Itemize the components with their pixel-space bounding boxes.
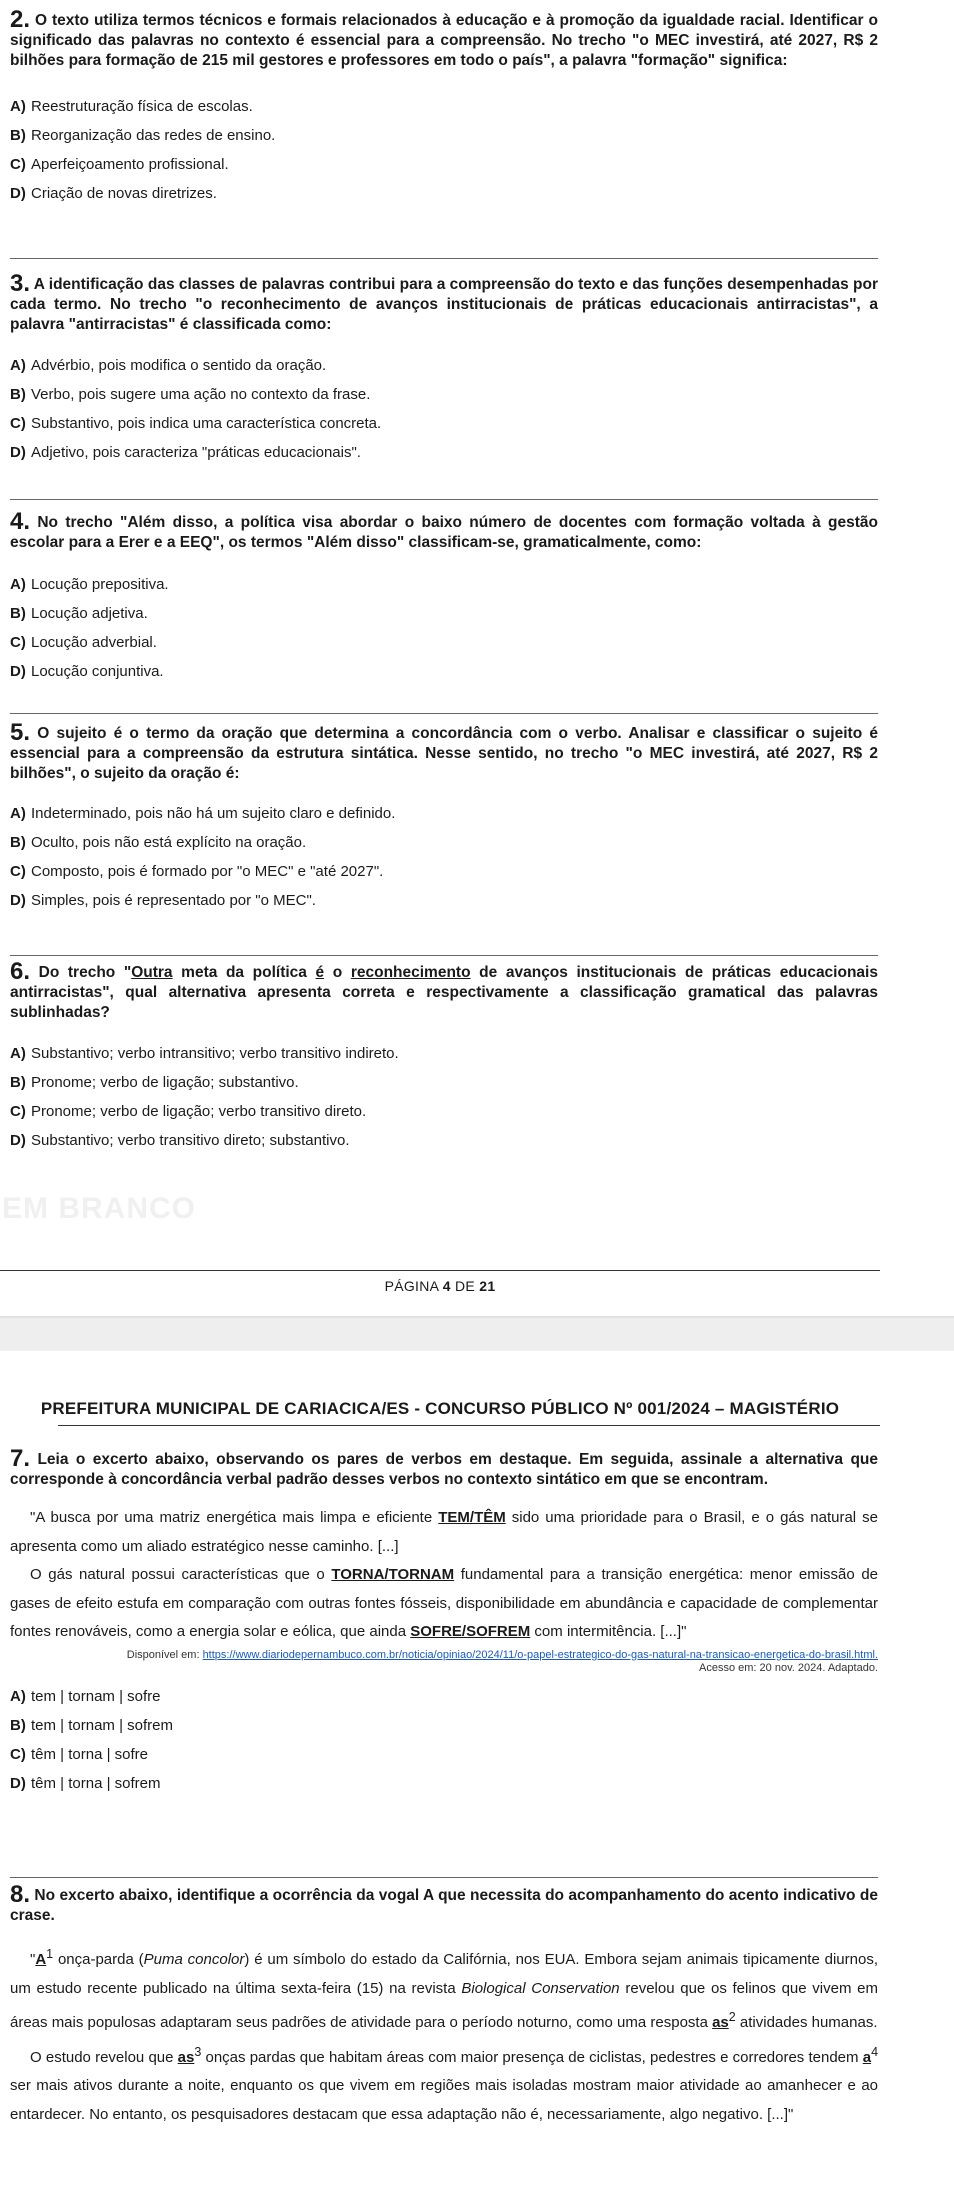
option-c[interactable]	[10, 1740, 878, 1769]
question-2	[10, 6, 878, 208]
excerpt-paragraph	[10, 1561, 878, 1647]
marker-number: 1	[46, 1947, 54, 1961]
option-text: Oculto, pois não está explícito na oração.	[31, 834, 307, 851]
option-text: Substantivo, pois indica uma característica concreta.	[31, 415, 382, 432]
option-letter: B)	[10, 386, 26, 403]
option-text: Locução adverbial.	[31, 634, 157, 651]
excerpt-text: fundamental para a transição energética: menor emissão de gases de efeito estufa em comparação com outras fontes fósseis, disponibilidade em abundância e capacidade de complementar fontes renováveis, como a energia solar e eólica, que ainda	[10, 1566, 879, 1640]
excerpt-text: sido uma prioridade para o Brasil, e o gás natural se apresenta como um aliado estratégico nesse caminho. [...]	[10, 1509, 879, 1555]
option-text: Simples, pois é representado por "o MEC".	[31, 892, 316, 909]
option-text: Criação de novas diretrizes.	[31, 185, 217, 202]
question-text: A identificação das classes de palavras contribui para a compreensão do texto e das funções desempenhadas por cada termo. No trecho "o reconhecimento de avanços institucionais de práticas educacionais antirracistas", a palavra "antirracistas" é classificada como:	[10, 276, 879, 333]
option-d[interactable]	[10, 886, 878, 915]
divider	[10, 1877, 878, 1878]
option-c[interactable]	[10, 1097, 878, 1126]
option-text: Locução prepositiva.	[31, 576, 169, 593]
question-text: meta da política	[172, 964, 316, 981]
question-number: 2.	[10, 6, 31, 33]
underlined-word: Outra	[131, 964, 173, 981]
option-text: Substantivo; verbo intransitivo; verbo transitivo indireto.	[31, 1045, 399, 1062]
question-6	[10, 958, 878, 1155]
option-letter: A)	[10, 1687, 26, 1705]
question-3	[10, 270, 879, 467]
excerpt-text: "A busca por uma matriz energética mais limpa e eficiente	[30, 1509, 439, 1526]
option-text: tem | tornam | sofrem	[31, 1716, 173, 1734]
question-text: de avanços institucionais de práticas educacionais antirracistas", qual alternativa apresenta correta e respectivamente a classificação gramatical das palavras sublinhadas?	[10, 964, 878, 1021]
options-list	[10, 92, 878, 208]
highlighted-verb: TEM/TÊM	[438, 1509, 506, 1526]
footer-rule	[0, 1270, 880, 1271]
source-link[interactable]: https://www.diariodepernambuco.com.br/noticia/opiniao/2024/11/o-papel-estrategico-do-gas-natural-na-transicao-energetica-do-brasil.html.	[202, 1648, 878, 1661]
question-number: 3.	[10, 270, 31, 297]
question-number: 7.	[10, 1445, 31, 1472]
excerpt-text: revelou que os felinos que vivem em áreas mais populosas adaptaram seus padrões de atividade para o período noturno, como uma resposta	[10, 1979, 878, 2031]
option-a[interactable]	[10, 1682, 878, 1711]
options-list	[10, 1039, 878, 1155]
excerpt-text: ) é um símbolo do estado da Califórnia, nos EUA. Embora sejam animais tipicamente diurnos, um estudo recente publicado na última sexta-feira (15) na revista	[10, 1951, 878, 1997]
excerpt	[10, 1504, 878, 1675]
current-page: 4	[442, 1278, 451, 1294]
question-5-stem	[10, 719, 878, 784]
footer-label: DE	[450, 1278, 480, 1294]
divider	[10, 258, 878, 259]
option-text: Aperfeiçoamento profissional.	[31, 156, 229, 173]
option-text: tem | tornam | sofre	[31, 1687, 161, 1705]
divider	[10, 713, 878, 714]
question-text: Leia o excerto abaixo, observando os pares de verbos em destaque. Em seguida, assinale a alternativa que corresponde à concordância verbal padrão desses verbos no contexto sintático em que se encontram.	[10, 1451, 878, 1488]
highlighted-verb: SOFRE/SOFREM	[410, 1623, 531, 1640]
access-date: Acesso em: 20 nov. 2024. Adaptado.	[699, 1661, 878, 1674]
option-text: Pronome; verbo de ligação; verbo transitivo direto.	[31, 1103, 367, 1120]
option-d[interactable]	[10, 1126, 878, 1155]
option-text: Pronome; verbo de ligação; substantivo.	[31, 1074, 299, 1091]
option-letter: B)	[10, 1074, 26, 1091]
source-label: Disponível em:	[126, 1648, 203, 1661]
option-letter: A)	[10, 805, 26, 822]
option-letter: A)	[10, 357, 26, 374]
option-d[interactable]	[10, 657, 878, 686]
option-letter: B)	[10, 1716, 26, 1734]
option-text: Substantivo; verbo transitivo direto; substantivo.	[31, 1132, 350, 1149]
option-letter: D)	[10, 1132, 26, 1149]
marked-vowel: a	[862, 2048, 872, 2066]
option-letter: A)	[10, 1045, 26, 1062]
underlined-word: é	[315, 964, 325, 981]
excerpt	[10, 1940, 878, 2129]
options-list	[10, 570, 878, 686]
option-letter: C)	[10, 1103, 26, 1120]
page-gap	[0, 1318, 954, 1351]
question-text: o	[324, 964, 351, 981]
excerpt-text: atividades humanas.	[735, 2014, 878, 2031]
question-2-stem	[10, 6, 878, 71]
excerpt-text: "	[30, 1951, 36, 1968]
option-text: Advérbio, pois modifica o sentido da oração.	[31, 357, 327, 374]
option-text: Verbo, pois sugere uma ação no contexto da frase.	[31, 386, 371, 403]
question-3-stem	[10, 270, 879, 335]
page-footer	[0, 1278, 880, 1294]
question-8-stem	[10, 1881, 878, 1926]
excerpt-text: O estudo revelou que	[30, 2048, 178, 2066]
excerpt-text: onças pardas que habitam áreas com maior presença de ciclistas, pedestres e corredores tendem	[201, 2048, 863, 2066]
question-text: O texto utiliza termos técnicos e formais relacionados à educação e à promoção da igualdade racial. Identificar o significado das palavras no contexto é essencial para a compreensão. No trecho "o MEC investirá, até 2027, R$ 2 bilhões para formação de 215 mil gestores e professores em todo o país", a palavra "formação" significa:	[10, 12, 878, 69]
excerpt-text: com intermitência. [...]"	[530, 1623, 687, 1640]
option-letter: D)	[10, 892, 26, 909]
marked-vowel: as	[712, 2014, 729, 2031]
underlined-word: reconhecimento	[350, 964, 471, 981]
options-list	[10, 1682, 878, 1798]
header-rule	[58, 1425, 880, 1426]
option-a[interactable]	[10, 92, 878, 121]
marker-number: 4	[871, 2044, 879, 2059]
option-letter: A)	[10, 576, 26, 593]
options-list	[10, 799, 878, 915]
option-text: Composto, pois é formado por "o MEC" e "até 2027".	[31, 863, 384, 880]
total-pages: 21	[479, 1278, 496, 1294]
option-b[interactable]	[10, 828, 878, 857]
option-text: têm | torna | sofrem	[31, 1774, 161, 1792]
option-b[interactable]	[10, 1711, 878, 1740]
option-a[interactable]	[10, 351, 878, 380]
source-citation	[10, 1649, 878, 1675]
option-text: Locução adjetiva.	[31, 605, 148, 622]
page-header: PREFEITURA MUNICIPAL DE CARIACICA/ES - CONCURSO PÚBLICO Nº 001/2024 – MAGISTÉRIO	[40, 1399, 840, 1418]
option-text: Reestruturação física de escolas.	[31, 98, 253, 115]
option-text: têm | torna | sofre	[31, 1745, 149, 1763]
option-b[interactable]	[10, 121, 878, 150]
excerpt-paragraph	[10, 1940, 878, 2038]
option-c[interactable]	[10, 409, 878, 438]
marked-vowel: as	[177, 2048, 195, 2066]
option-a[interactable]	[10, 799, 878, 828]
marked-vowel: A	[35, 1951, 47, 1968]
journal-name: Biological Conservation	[461, 1979, 620, 1997]
blank-watermark: EM BRANCO	[2, 1192, 196, 1225]
question-4	[10, 508, 878, 686]
option-c[interactable]	[10, 857, 878, 886]
option-a[interactable]	[10, 570, 878, 599]
question-6-stem	[10, 958, 878, 1023]
divider	[10, 499, 878, 500]
option-letter: C)	[10, 634, 26, 651]
option-letter: B)	[10, 127, 26, 144]
option-text: Adjetivo, pois caracteriza "práticas educacionais".	[31, 444, 361, 461]
question-5	[10, 719, 878, 915]
option-text: Locução conjuntiva.	[31, 663, 164, 680]
option-letter: C)	[10, 1745, 26, 1763]
option-d[interactable]	[10, 179, 878, 208]
option-a[interactable]	[10, 1039, 878, 1068]
question-text: No trecho "Além disso, a política visa abordar o baixo número de docentes com formação voltada à gestão escolar para a Erer e a EEQ", os termos "Além disso" classificam-se, gramaticalmente, como:	[10, 514, 878, 551]
option-letter: D)	[10, 663, 26, 680]
question-number: 8.	[10, 1881, 31, 1908]
options-list	[10, 351, 878, 467]
excerpt-paragraph	[10, 1504, 878, 1561]
option-d[interactable]	[10, 438, 878, 467]
question-number: 4.	[10, 508, 31, 535]
option-c[interactable]	[10, 628, 878, 657]
question-8	[10, 1881, 879, 2129]
question-number: 5.	[10, 719, 31, 746]
excerpt-paragraph	[10, 2038, 878, 2130]
option-letter: D)	[10, 185, 26, 202]
option-letter: B)	[10, 605, 26, 622]
question-7-stem	[10, 1445, 878, 1490]
option-b[interactable]	[10, 380, 878, 409]
question-text: Do trecho "	[38, 964, 132, 981]
marker-number: 2	[728, 2010, 736, 2024]
excerpt-text: onça-parda (	[53, 1951, 144, 1968]
option-letter: C)	[10, 415, 26, 432]
question-text: No excerto abaixo, identifique a ocorrência da vogal A que necessita do acompanhamento do acento indicativo de crase.	[10, 1887, 878, 1924]
option-letter: D)	[10, 1774, 26, 1792]
option-letter: D)	[10, 444, 26, 461]
option-b[interactable]	[10, 1068, 878, 1097]
footer-label: PÁGINA	[384, 1278, 443, 1294]
option-letter: A)	[10, 98, 26, 115]
divider	[10, 955, 878, 956]
option-d[interactable]	[10, 1769, 878, 1798]
option-b[interactable]	[10, 599, 878, 628]
option-text: Indeterminado, pois não há um sujeito claro e definido.	[31, 805, 396, 822]
question-text: O sujeito é o termo da oração que determina a concordância com o verbo. Analisar e classificar o sujeito é essencial para a compreensão da estrutura sintática. Nesse sentido, no trecho "o MEC investirá, até 2027, R$ 2 bilhões", o sujeito da oração é:	[10, 725, 878, 782]
question-7	[10, 1445, 879, 1798]
scientific-name: Puma concolor	[143, 1951, 245, 1968]
question-number: 6.	[10, 958, 31, 985]
highlighted-verb: TORNA/TORNAM	[331, 1566, 455, 1583]
marker-number: 3	[194, 2044, 202, 2059]
excerpt-text: ser mais ativos durante a noite, enquanto os que vivem em regiões mais isoladas mostram maior atividade ao amanhecer e ao entardecer. No entanto, os pesquisadores destacam que essa adaptação não é, necessariamente, algo negativo. [...]"	[10, 2077, 878, 2123]
option-c[interactable]	[10, 150, 878, 179]
option-text: Reorganização das redes de ensino.	[31, 127, 276, 144]
option-letter: B)	[10, 834, 26, 851]
option-letter: C)	[10, 863, 26, 880]
excerpt-text: O gás natural possui características que o	[30, 1566, 332, 1583]
question-4-stem	[10, 508, 878, 553]
option-letter: C)	[10, 156, 26, 173]
